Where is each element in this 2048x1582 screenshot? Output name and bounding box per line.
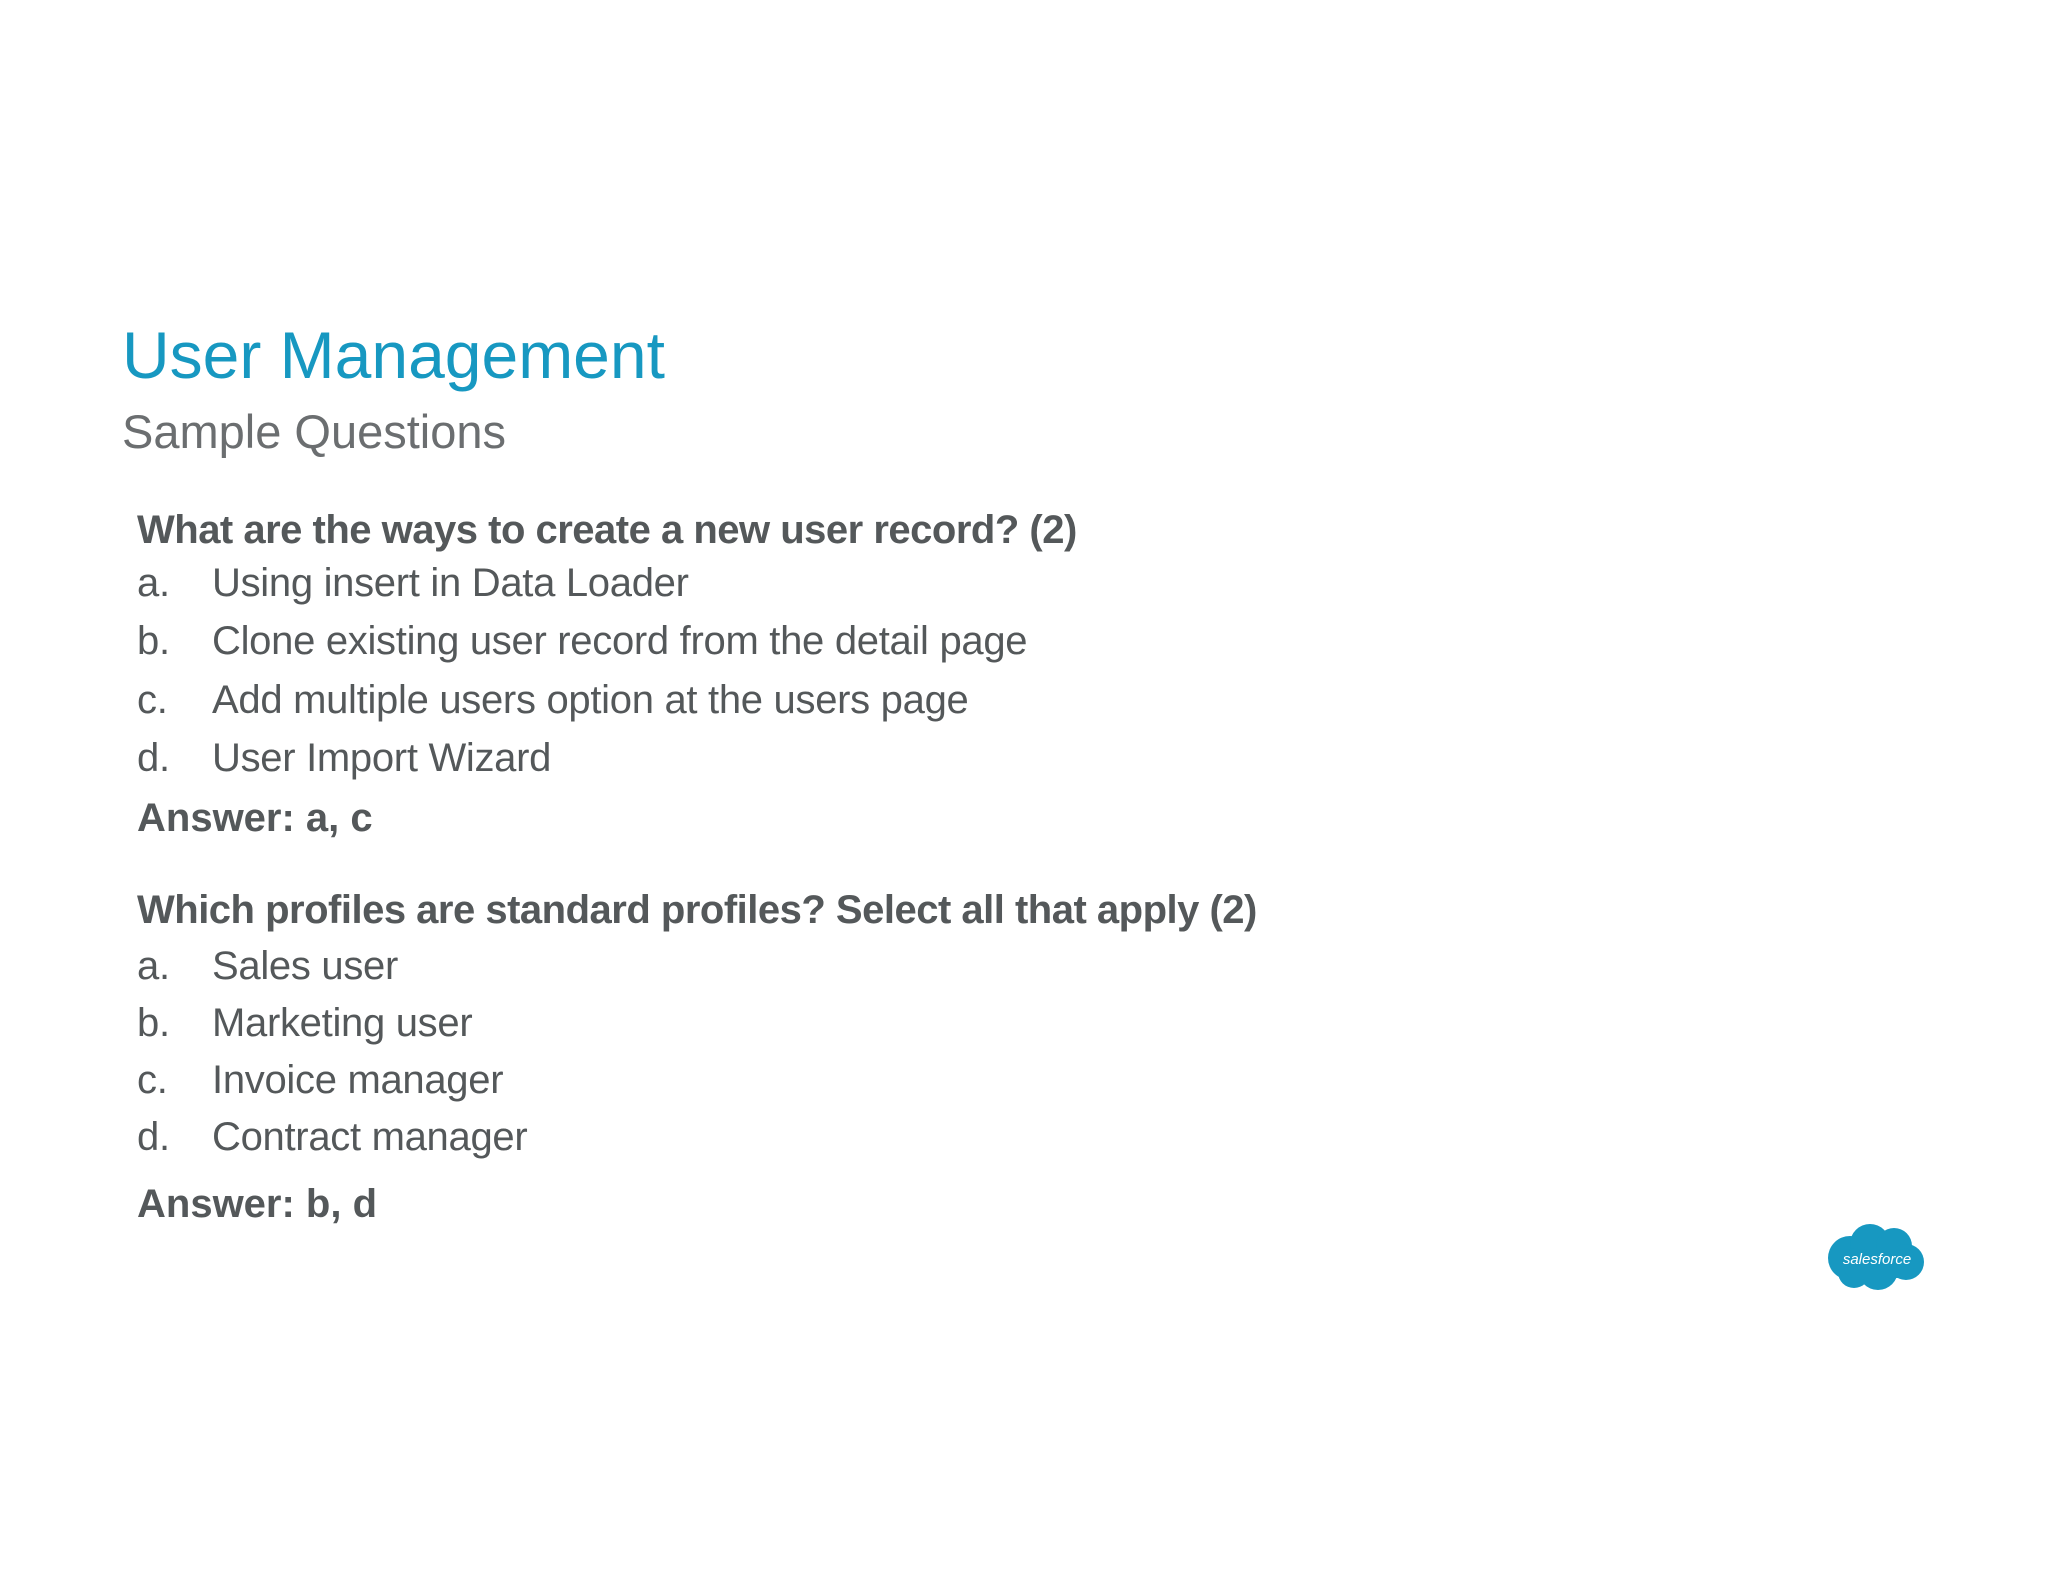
option-item bbox=[137, 563, 1077, 603]
option-item bbox=[137, 1060, 1257, 1100]
option-text: Clone existing user record from the detail page bbox=[212, 619, 1028, 663]
option-letter: a. bbox=[137, 944, 170, 988]
option-text: Sales user bbox=[212, 944, 398, 988]
option-letter: b. bbox=[137, 1001, 170, 1045]
option-letter: c. bbox=[137, 1058, 168, 1102]
option-letter: c. bbox=[137, 678, 168, 722]
option-text: Invoice manager bbox=[212, 1058, 504, 1102]
option-text: Using insert in Data Loader bbox=[212, 561, 689, 605]
option-letter: a. bbox=[137, 561, 170, 605]
option-text: Contract manager bbox=[212, 1115, 528, 1159]
question-text: What are the ways to create a new user record? (2) bbox=[137, 508, 1077, 552]
page-title: User Management bbox=[122, 318, 665, 392]
option-item bbox=[137, 1003, 1257, 1043]
option-item bbox=[137, 738, 1077, 778]
question-block-2 bbox=[137, 890, 1257, 1224]
option-item bbox=[137, 680, 1077, 720]
option-text: User Import Wizard bbox=[212, 736, 552, 780]
question-text: Which profiles are standard profiles? Select all that apply (2) bbox=[137, 888, 1257, 932]
question-block-1 bbox=[137, 510, 1077, 838]
answer-text: Answer: a, c bbox=[137, 796, 373, 840]
page-subtitle: Sample Questions bbox=[122, 405, 507, 458]
option-item bbox=[137, 621, 1077, 661]
salesforce-logo-icon bbox=[1820, 1220, 1930, 1296]
option-text: Marketing user bbox=[212, 1001, 473, 1045]
option-letter: d. bbox=[137, 736, 170, 780]
option-letter: b. bbox=[137, 619, 170, 663]
answer-text: Answer: b, d bbox=[137, 1182, 378, 1226]
option-item bbox=[137, 1117, 1257, 1157]
option-letter: d. bbox=[137, 1115, 170, 1159]
option-item bbox=[137, 946, 1257, 986]
option-text: Add multiple users option at the users page bbox=[212, 678, 969, 722]
logo-text: salesforce bbox=[1842, 1251, 1912, 1268]
